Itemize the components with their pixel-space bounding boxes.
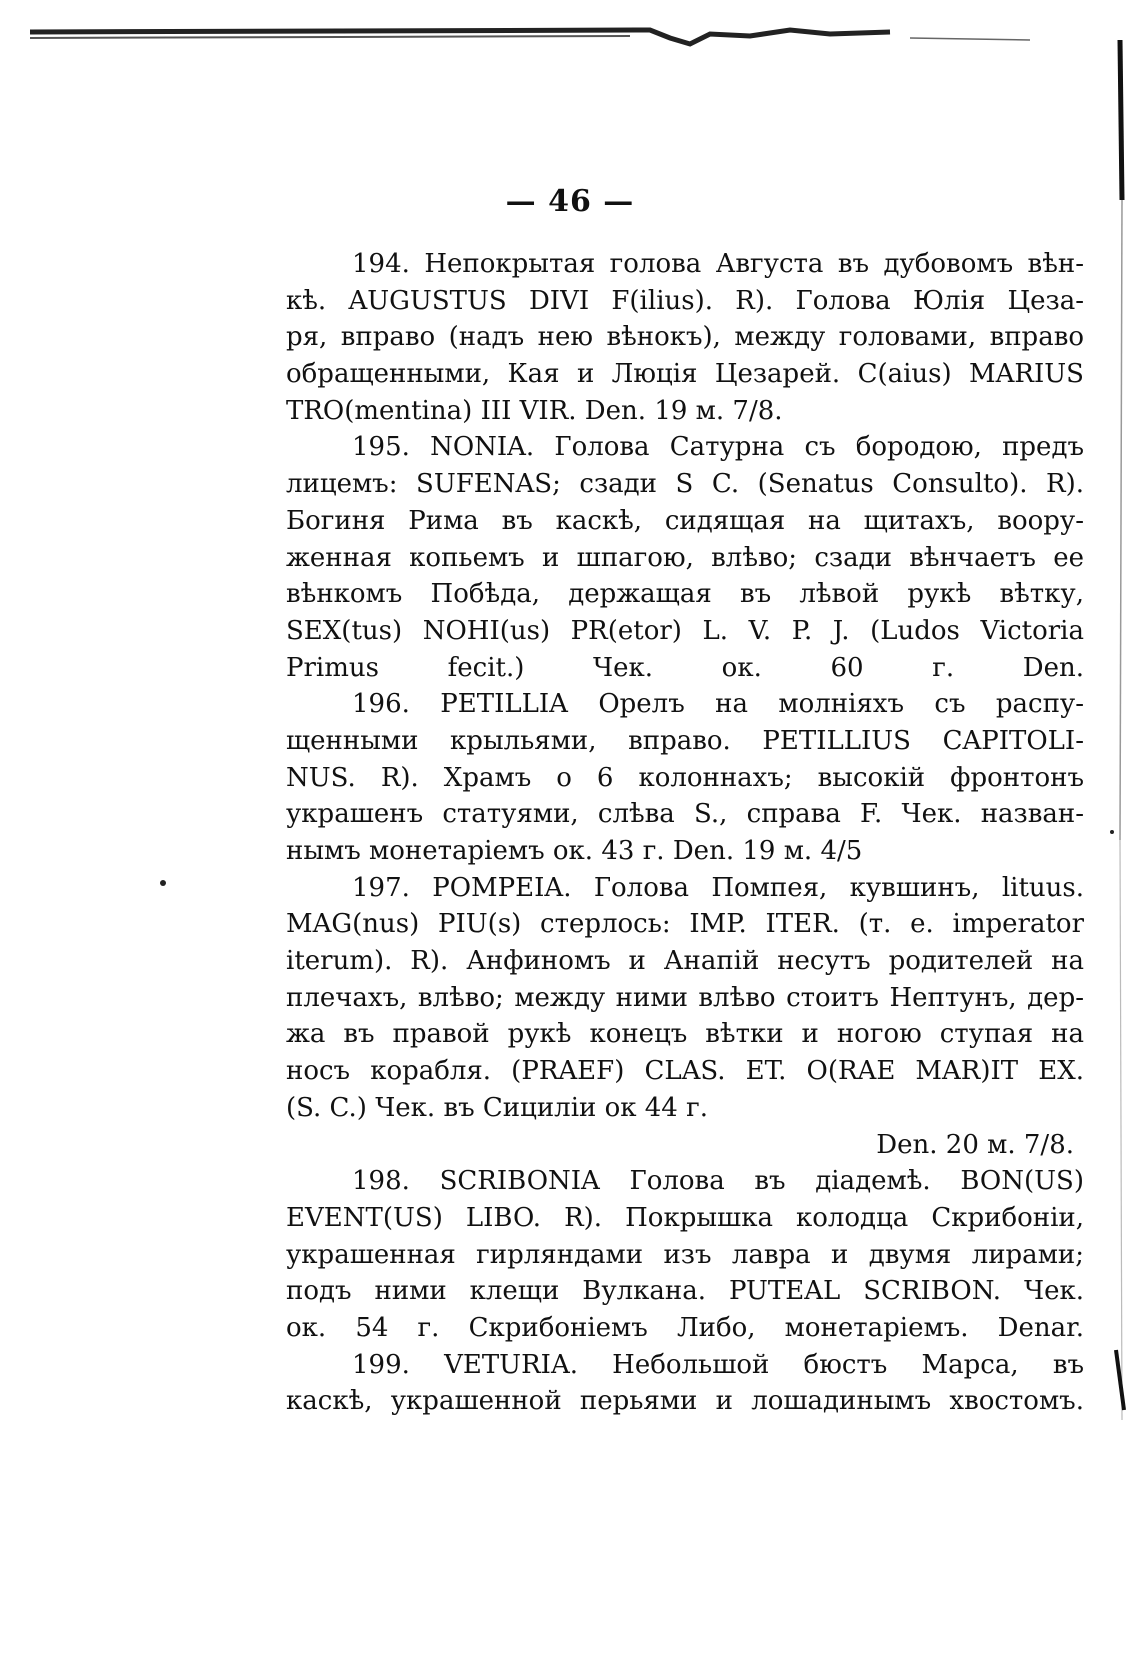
text-line: каскѣ, украшенной перьями и лошадинымъ хвостомъ. <box>286 1386 1084 1417</box>
text-line: вѣнкомъ Побѣда, держащая въ лѣвой рукѣ вѣтку, <box>286 579 1084 610</box>
text-line: Богиня Рима въ каскѣ, сидящая на щитахъ, воору- <box>286 505 1084 536</box>
text-line: Den. 20 м. 7/8. <box>876 1129 1074 1160</box>
scan-speck <box>1110 830 1114 834</box>
text-line: жа въ правой рукѣ конецъ вѣтки и ногою ступая на <box>286 1019 1084 1050</box>
text-line: ря, вправо (надъ нею вѣнокъ), между головами, вправо <box>286 322 1084 353</box>
text-line: EVENT(US) LIBO. R). Покрышка колодца Скрибоніи, <box>286 1202 1084 1233</box>
text-line: 195. NONIA. Голова Сатурна съ бородою, предъ <box>352 432 1084 463</box>
scan-edge-top <box>30 24 1090 54</box>
text-line: плечахъ, влѣво; между ними влѣво стоитъ Нептунъ, дер- <box>286 982 1084 1013</box>
text-line: iterum). R). Анфиномъ и Анапій несутъ родителей на <box>286 946 1084 977</box>
text-line: SEX(tus) NOHI(us) PR(etor) L. V. P. J. (Ludos Victoria <box>286 615 1084 646</box>
scan-edge-right <box>1108 40 1132 1520</box>
text-line: подъ ними клещи Вулкана. PUTEAL SCRIBON. Чек. <box>286 1276 1084 1307</box>
text-line: 194. Непокрытая голова Августа въ дубовомъ вѣн- <box>352 249 1084 279</box>
text-line: украшенъ статуями, слѣва S., справа F. Чек. назван- <box>286 799 1084 830</box>
text-line: 199. VETURIA. Небольшой бюстъ Марса, въ <box>352 1349 1084 1380</box>
body-text <box>286 246 1084 1420</box>
text-line: MAG(nus) PIU(s) стерлось: IMP. ITER. (т. е. imperator <box>286 909 1084 940</box>
scan-speck <box>160 880 166 886</box>
text-line: ок. 54 г. Скрибоніемъ Либо, монетаріемъ. Denar. <box>286 1312 1084 1343</box>
text-line: (S. C.) Чек. въ Сициліи ок 44 г. <box>286 1092 709 1123</box>
text-line: NUS. R). Храмъ о 6 колоннахъ; высокій фронтонъ <box>286 762 1084 793</box>
text-line: щенными крыльями, вправо. PETILLIUS CAPITOLI- <box>286 725 1084 756</box>
text-line: TRO(mentina) III VIR. Den. 19 м. 7/8. <box>286 395 783 426</box>
page-number: — 46 — <box>505 184 635 219</box>
text-line: обращенными, Кая и Люція Цезарей. C(aius) MARIUS <box>286 359 1084 390</box>
text-line: 196. PETILLIA Орелъ на молніяхъ съ распу- <box>352 689 1084 720</box>
text-line: кѣ. AUGUSTUS DIVI F(ilius). R). Голова Юлія Цеза- <box>286 285 1084 316</box>
text-line: 197. POMPEIA. Голова Помпея, кувшинъ, lituus. <box>352 872 1084 903</box>
text-line: украшенная гирляндами изъ лавра и двумя лирами; <box>286 1239 1084 1270</box>
text-line: лицемъ: SUFENAS; сзади S C. (Senatus Consulto). R). <box>286 469 1084 500</box>
text-line: нымъ монетаріемъ ок. 43 г. Den. 19 м. 4/5 <box>286 836 863 866</box>
text-line: женная копьемъ и шпагою, влѣво; сзади вѣнчаетъ ее <box>286 542 1084 573</box>
text-line: 198. SCRIBONIA Голова въ діадемѣ. BON(US) <box>352 1166 1084 1197</box>
text-line: Primus fecit.) Чек. ок. 60 г. Den. <box>286 652 1084 683</box>
text-line: носъ корабля. (PRAEF) CLAS. ET. O(RAE MAR)IT EX. <box>286 1056 1084 1087</box>
